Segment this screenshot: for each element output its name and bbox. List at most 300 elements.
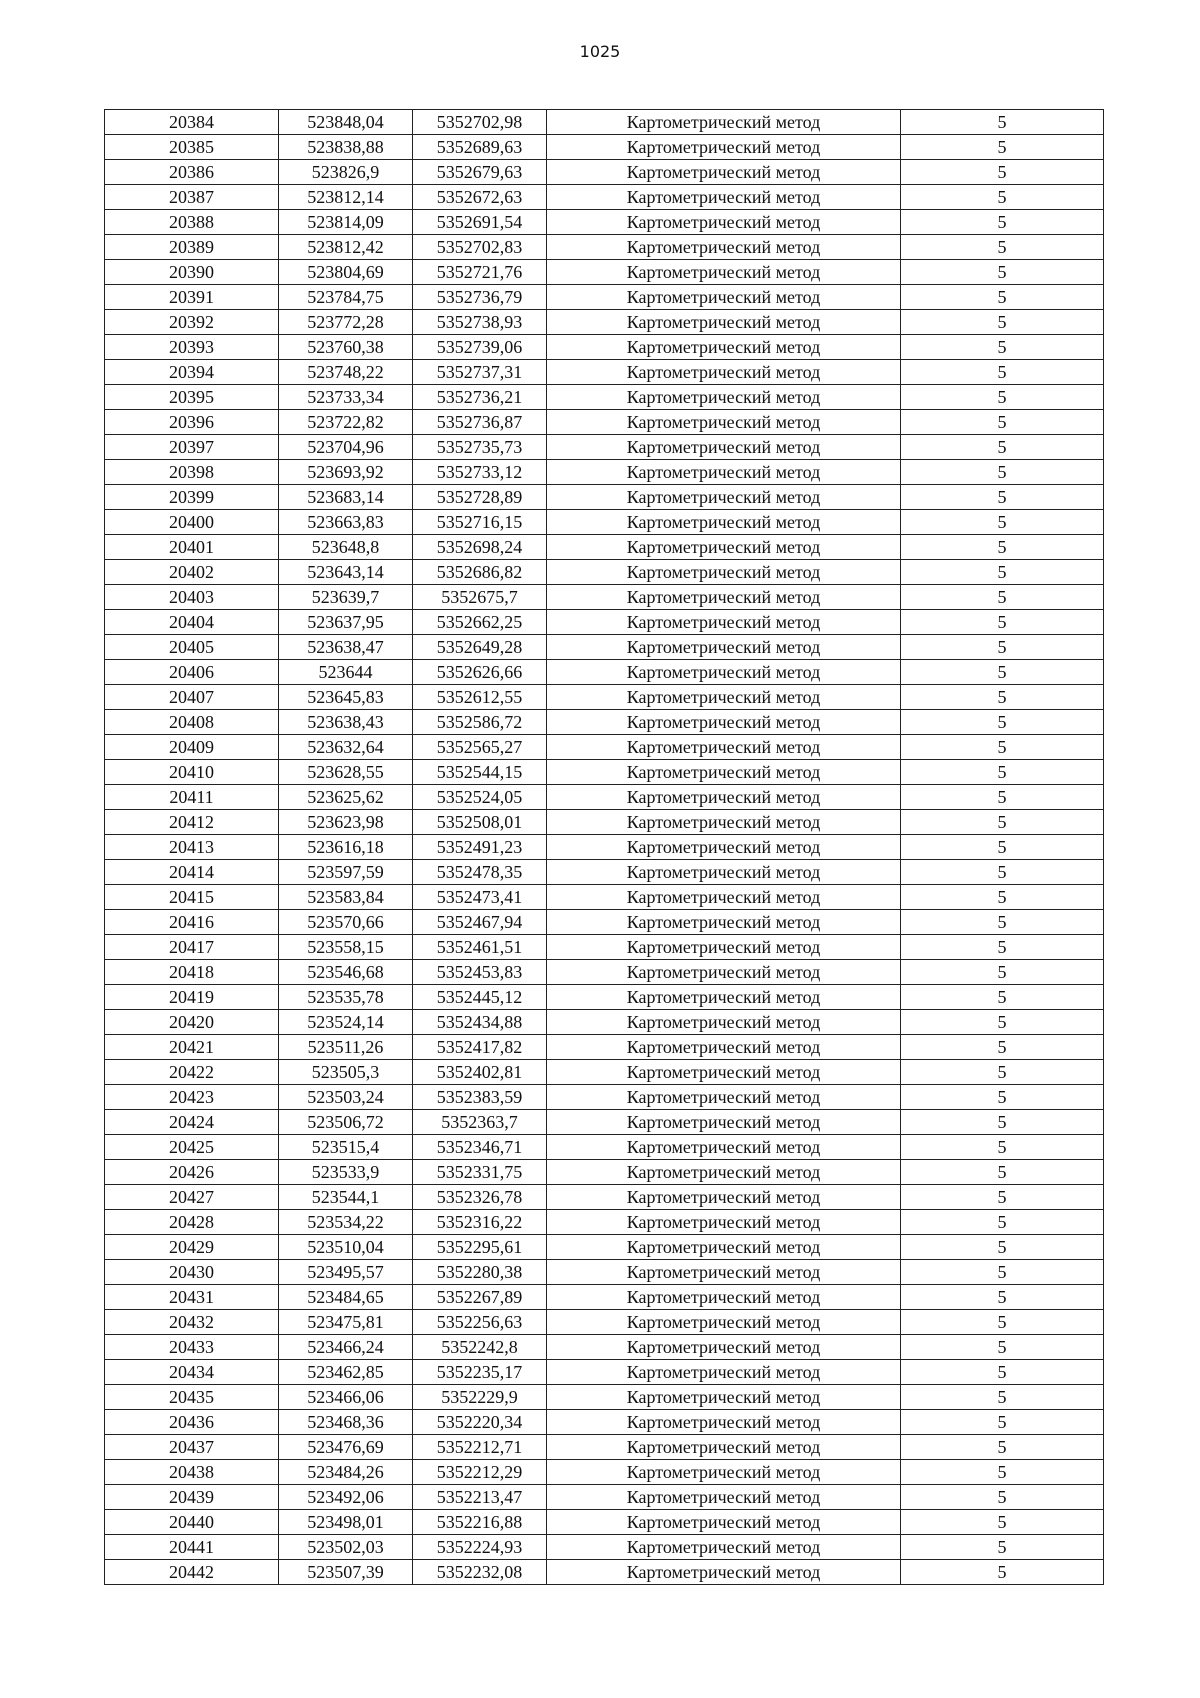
method-cell: Картометрический метод [547, 1160, 901, 1185]
y-coordinate-cell: 5352649,28 [413, 635, 547, 660]
table-row [105, 1460, 1104, 1485]
y-coordinate-cell: 5352229,9 [413, 1385, 547, 1410]
accuracy-cell: 5 [901, 510, 1104, 535]
table-row [105, 1285, 1104, 1310]
accuracy-cell: 5 [901, 935, 1104, 960]
x-coordinate-cell: 523466,24 [279, 1335, 413, 1360]
method-cell: Картометрический метод [547, 435, 901, 460]
accuracy-cell: 5 [901, 1260, 1104, 1285]
point-number-cell: 20442 [105, 1560, 279, 1585]
x-coordinate-cell: 523502,03 [279, 1535, 413, 1560]
y-coordinate-cell: 5352508,01 [413, 810, 547, 835]
point-number-cell: 20392 [105, 310, 279, 335]
y-coordinate-cell: 5352316,22 [413, 1210, 547, 1235]
accuracy-cell: 5 [901, 1085, 1104, 1110]
point-number-cell: 20412 [105, 810, 279, 835]
table-row [105, 510, 1104, 535]
y-coordinate-cell: 5352716,15 [413, 510, 547, 535]
x-coordinate-cell: 523623,98 [279, 810, 413, 835]
table-row [105, 1060, 1104, 1085]
accuracy-cell: 5 [901, 1135, 1104, 1160]
y-coordinate-cell: 5352295,61 [413, 1235, 547, 1260]
method-cell: Картометрический метод [547, 1235, 901, 1260]
method-cell: Картометрический метод [547, 335, 901, 360]
x-coordinate-cell: 523462,85 [279, 1360, 413, 1385]
accuracy-cell: 5 [901, 1360, 1104, 1385]
accuracy-cell: 5 [901, 1560, 1104, 1585]
method-cell: Картометрический метод [547, 360, 901, 385]
y-coordinate-cell: 5352675,7 [413, 585, 547, 610]
y-coordinate-cell: 5352280,38 [413, 1260, 547, 1285]
y-coordinate-cell: 5352586,72 [413, 710, 547, 735]
y-coordinate-cell: 5352612,55 [413, 685, 547, 710]
table-row [105, 860, 1104, 885]
point-number-cell: 20433 [105, 1335, 279, 1360]
method-cell: Картометрический метод [547, 210, 901, 235]
method-cell: Картометрический метод [547, 1110, 901, 1135]
method-cell: Картометрический метод [547, 1460, 901, 1485]
accuracy-cell: 5 [901, 1285, 1104, 1310]
point-number-cell: 20395 [105, 385, 279, 410]
y-coordinate-cell: 5352686,82 [413, 560, 547, 585]
table-row [105, 685, 1104, 710]
method-cell: Картометрический метод [547, 1210, 901, 1235]
y-coordinate-cell: 5352735,73 [413, 435, 547, 460]
method-cell: Картометрический метод [547, 160, 901, 185]
table-row [105, 310, 1104, 335]
x-coordinate-cell: 523812,14 [279, 185, 413, 210]
point-number-cell: 20407 [105, 685, 279, 710]
y-coordinate-cell: 5352417,82 [413, 1035, 547, 1060]
table-row [105, 635, 1104, 660]
table-row [105, 585, 1104, 610]
y-coordinate-cell: 5352383,59 [413, 1085, 547, 1110]
y-coordinate-cell: 5352346,71 [413, 1135, 547, 1160]
point-number-cell: 20419 [105, 985, 279, 1010]
accuracy-cell: 5 [901, 1510, 1104, 1535]
y-coordinate-cell: 5352212,29 [413, 1460, 547, 1485]
method-cell: Картометрический метод [547, 535, 901, 560]
x-coordinate-cell: 523663,83 [279, 510, 413, 535]
y-coordinate-cell: 5352235,17 [413, 1360, 547, 1385]
point-number-cell: 20403 [105, 585, 279, 610]
y-coordinate-cell: 5352689,63 [413, 135, 547, 160]
accuracy-cell: 5 [901, 110, 1104, 135]
x-coordinate-cell: 523533,9 [279, 1160, 413, 1185]
x-coordinate-cell: 523510,04 [279, 1235, 413, 1260]
y-coordinate-cell: 5352256,63 [413, 1310, 547, 1335]
table-row [105, 1235, 1104, 1260]
method-cell: Картометрический метод [547, 610, 901, 635]
table-row [105, 1360, 1104, 1385]
accuracy-cell: 5 [901, 385, 1104, 410]
accuracy-cell: 5 [901, 960, 1104, 985]
accuracy-cell: 5 [901, 860, 1104, 885]
accuracy-cell: 5 [901, 1435, 1104, 1460]
method-cell: Картометрический метод [547, 685, 901, 710]
x-coordinate-cell: 523506,72 [279, 1110, 413, 1135]
point-number-cell: 20435 [105, 1385, 279, 1410]
method-cell: Картометрический метод [547, 1335, 901, 1360]
table-row [105, 885, 1104, 910]
x-coordinate-cell: 523597,59 [279, 860, 413, 885]
x-coordinate-cell: 523760,38 [279, 335, 413, 360]
y-coordinate-cell: 5352702,83 [413, 235, 547, 260]
table-row [105, 1085, 1104, 1110]
y-coordinate-cell: 5352212,71 [413, 1435, 547, 1460]
x-coordinate-cell: 523511,26 [279, 1035, 413, 1060]
table-row [105, 810, 1104, 835]
accuracy-cell: 5 [901, 460, 1104, 485]
x-coordinate-cell: 523515,4 [279, 1135, 413, 1160]
point-number-cell: 20423 [105, 1085, 279, 1110]
y-coordinate-cell: 5352453,83 [413, 960, 547, 985]
table-row [105, 1385, 1104, 1410]
method-cell: Картометрический метод [547, 1410, 901, 1435]
point-number-cell: 20396 [105, 410, 279, 435]
accuracy-cell: 5 [901, 1460, 1104, 1485]
x-coordinate-cell: 523628,55 [279, 760, 413, 785]
point-number-cell: 20432 [105, 1310, 279, 1335]
table-row [105, 360, 1104, 385]
x-coordinate-cell: 523643,14 [279, 560, 413, 585]
x-coordinate-cell: 523616,18 [279, 835, 413, 860]
table-row [105, 535, 1104, 560]
table-row [105, 560, 1104, 585]
method-cell: Картометрический метод [547, 635, 901, 660]
point-number-cell: 20389 [105, 235, 279, 260]
table-row [105, 660, 1104, 685]
method-cell: Картометрический метод [547, 1435, 901, 1460]
accuracy-cell: 5 [901, 1235, 1104, 1260]
x-coordinate-cell: 523544,1 [279, 1185, 413, 1210]
accuracy-cell: 5 [901, 1335, 1104, 1360]
point-number-cell: 20401 [105, 535, 279, 560]
point-number-cell: 20424 [105, 1110, 279, 1135]
table-row [105, 960, 1104, 985]
point-number-cell: 20408 [105, 710, 279, 735]
y-coordinate-cell: 5352473,41 [413, 885, 547, 910]
point-number-cell: 20422 [105, 1060, 279, 1085]
method-cell: Картометрический метод [547, 1060, 901, 1085]
table-row [105, 410, 1104, 435]
accuracy-cell: 5 [901, 885, 1104, 910]
method-cell: Картометрический метод [547, 985, 901, 1010]
method-cell: Картометрический метод [547, 1485, 901, 1510]
x-coordinate-cell: 523632,64 [279, 735, 413, 760]
method-cell: Картометрический метод [547, 560, 901, 585]
y-coordinate-cell: 5352733,12 [413, 460, 547, 485]
y-coordinate-cell: 5352267,89 [413, 1285, 547, 1310]
table-row [105, 1035, 1104, 1060]
point-number-cell: 20411 [105, 785, 279, 810]
method-cell: Картометрический метод [547, 735, 901, 760]
method-cell: Картометрический метод [547, 135, 901, 160]
accuracy-cell: 5 [901, 835, 1104, 860]
table-row [105, 910, 1104, 935]
table-row [105, 485, 1104, 510]
accuracy-cell: 5 [901, 1410, 1104, 1435]
method-cell: Картометрический метод [547, 1510, 901, 1535]
x-coordinate-cell: 523524,14 [279, 1010, 413, 1035]
method-cell: Картометрический метод [547, 1285, 901, 1310]
method-cell: Картометрический метод [547, 1010, 901, 1035]
y-coordinate-cell: 5352467,94 [413, 910, 547, 935]
table-row [105, 210, 1104, 235]
x-coordinate-cell: 523476,69 [279, 1435, 413, 1460]
y-coordinate-cell: 5352738,93 [413, 310, 547, 335]
method-cell: Картометрический метод [547, 1085, 901, 1110]
method-cell: Картометрический метод [547, 760, 901, 785]
y-coordinate-cell: 5352544,15 [413, 760, 547, 785]
y-coordinate-cell: 5352461,51 [413, 935, 547, 960]
method-cell: Картометрический метод [547, 110, 901, 135]
accuracy-cell: 5 [901, 785, 1104, 810]
accuracy-cell: 5 [901, 335, 1104, 360]
page-number: 1025 [579, 42, 621, 61]
point-number-cell: 20391 [105, 285, 279, 310]
y-coordinate-cell: 5352662,25 [413, 610, 547, 635]
x-coordinate-cell: 523639,7 [279, 585, 413, 610]
point-number-cell: 20414 [105, 860, 279, 885]
point-number-cell: 20428 [105, 1210, 279, 1235]
table-row [105, 460, 1104, 485]
y-coordinate-cell: 5352491,23 [413, 835, 547, 860]
x-coordinate-cell: 523570,66 [279, 910, 413, 935]
method-cell: Картометрический метод [547, 1260, 901, 1285]
x-coordinate-cell: 523784,75 [279, 285, 413, 310]
method-cell: Картометрический метод [547, 660, 901, 685]
method-cell: Картометрический метод [547, 260, 901, 285]
accuracy-cell: 5 [901, 235, 1104, 260]
x-coordinate-cell: 523583,84 [279, 885, 413, 910]
x-coordinate-cell: 523838,88 [279, 135, 413, 160]
point-number-cell: 20416 [105, 910, 279, 935]
y-coordinate-cell: 5352220,34 [413, 1410, 547, 1435]
x-coordinate-cell: 523722,82 [279, 410, 413, 435]
x-coordinate-cell: 523648,8 [279, 535, 413, 560]
table-row [105, 1535, 1104, 1560]
table-row [105, 835, 1104, 860]
table-row [105, 735, 1104, 760]
method-cell: Картометрический метод [547, 710, 901, 735]
x-coordinate-cell: 523638,43 [279, 710, 413, 735]
accuracy-cell: 5 [901, 735, 1104, 760]
table-row [105, 1435, 1104, 1460]
table-row [105, 335, 1104, 360]
y-coordinate-cell: 5352702,98 [413, 110, 547, 135]
x-coordinate-cell: 523826,9 [279, 160, 413, 185]
x-coordinate-cell: 523638,47 [279, 635, 413, 660]
accuracy-cell: 5 [901, 1210, 1104, 1235]
y-coordinate-cell: 5352721,76 [413, 260, 547, 285]
method-cell: Картометрический метод [547, 410, 901, 435]
accuracy-cell: 5 [901, 1385, 1104, 1410]
x-coordinate-cell: 523546,68 [279, 960, 413, 985]
point-number-cell: 20402 [105, 560, 279, 585]
y-coordinate-cell: 5352213,47 [413, 1485, 547, 1510]
y-coordinate-cell: 5352331,75 [413, 1160, 547, 1185]
table-row [105, 1160, 1104, 1185]
x-coordinate-cell: 523812,42 [279, 235, 413, 260]
table-row [105, 1410, 1104, 1435]
y-coordinate-cell: 5352224,93 [413, 1535, 547, 1560]
accuracy-cell: 5 [901, 1185, 1104, 1210]
x-coordinate-cell: 523693,92 [279, 460, 413, 485]
method-cell: Картометрический метод [547, 810, 901, 835]
point-number-cell: 20441 [105, 1535, 279, 1560]
point-number-cell: 20388 [105, 210, 279, 235]
x-coordinate-cell: 523475,81 [279, 1310, 413, 1335]
point-number-cell: 20409 [105, 735, 279, 760]
table-row [105, 1485, 1104, 1510]
point-number-cell: 20437 [105, 1435, 279, 1460]
table-row [105, 1135, 1104, 1160]
point-number-cell: 20413 [105, 835, 279, 860]
accuracy-cell: 5 [901, 710, 1104, 735]
accuracy-cell: 5 [901, 535, 1104, 560]
method-cell: Картометрический метод [547, 860, 901, 885]
x-coordinate-cell: 523644 [279, 660, 413, 685]
table-row [105, 435, 1104, 460]
y-coordinate-cell: 5352478,35 [413, 860, 547, 885]
table-row [105, 1210, 1104, 1235]
y-coordinate-cell: 5352679,63 [413, 160, 547, 185]
x-coordinate-cell: 523558,15 [279, 935, 413, 960]
table-row [105, 1510, 1104, 1535]
accuracy-cell: 5 [901, 1535, 1104, 1560]
x-coordinate-cell: 523484,26 [279, 1460, 413, 1485]
table-row [105, 785, 1104, 810]
method-cell: Картометрический метод [547, 1360, 901, 1385]
point-number-cell: 20438 [105, 1460, 279, 1485]
table-row [105, 985, 1104, 1010]
accuracy-cell: 5 [901, 1060, 1104, 1085]
accuracy-cell: 5 [901, 210, 1104, 235]
point-number-cell: 20384 [105, 110, 279, 135]
point-number-cell: 20417 [105, 935, 279, 960]
table-row [105, 710, 1104, 735]
y-coordinate-cell: 5352739,06 [413, 335, 547, 360]
point-number-cell: 20418 [105, 960, 279, 985]
point-number-cell: 20390 [105, 260, 279, 285]
point-number-cell: 20431 [105, 1285, 279, 1310]
x-coordinate-cell: 523492,06 [279, 1485, 413, 1510]
coordinates-table [104, 109, 1104, 1585]
point-number-cell: 20415 [105, 885, 279, 910]
x-coordinate-cell: 523733,34 [279, 385, 413, 410]
accuracy-cell: 5 [901, 685, 1104, 710]
point-number-cell: 20393 [105, 335, 279, 360]
accuracy-cell: 5 [901, 610, 1104, 635]
accuracy-cell: 5 [901, 260, 1104, 285]
point-number-cell: 20399 [105, 485, 279, 510]
x-coordinate-cell: 523748,22 [279, 360, 413, 385]
y-coordinate-cell: 5352565,27 [413, 735, 547, 760]
y-coordinate-cell: 5352626,66 [413, 660, 547, 685]
method-cell: Картометрический метод [547, 1560, 901, 1585]
method-cell: Картометрический метод [547, 460, 901, 485]
accuracy-cell: 5 [901, 1110, 1104, 1135]
point-number-cell: 20398 [105, 460, 279, 485]
accuracy-cell: 5 [901, 985, 1104, 1010]
y-coordinate-cell: 5352736,87 [413, 410, 547, 435]
x-coordinate-cell: 523468,36 [279, 1410, 413, 1435]
x-coordinate-cell: 523637,95 [279, 610, 413, 635]
accuracy-cell: 5 [901, 410, 1104, 435]
x-coordinate-cell: 523505,3 [279, 1060, 413, 1085]
method-cell: Картометрический метод [547, 510, 901, 535]
accuracy-cell: 5 [901, 660, 1104, 685]
method-cell: Картометрический метод [547, 185, 901, 210]
y-coordinate-cell: 5352728,89 [413, 485, 547, 510]
y-coordinate-cell: 5352242,8 [413, 1335, 547, 1360]
accuracy-cell: 5 [901, 1310, 1104, 1335]
x-coordinate-cell: 523704,96 [279, 435, 413, 460]
x-coordinate-cell: 523498,01 [279, 1510, 413, 1535]
point-number-cell: 20434 [105, 1360, 279, 1385]
accuracy-cell: 5 [901, 1035, 1104, 1060]
point-number-cell: 20405 [105, 635, 279, 660]
point-number-cell: 20439 [105, 1485, 279, 1510]
point-number-cell: 20410 [105, 760, 279, 785]
x-coordinate-cell: 523772,28 [279, 310, 413, 335]
method-cell: Картометрический метод [547, 385, 901, 410]
accuracy-cell: 5 [901, 485, 1104, 510]
y-coordinate-cell: 5352434,88 [413, 1010, 547, 1035]
table-row [105, 110, 1104, 135]
point-number-cell: 20421 [105, 1035, 279, 1060]
method-cell: Картометрический метод [547, 1035, 901, 1060]
x-coordinate-cell: 523507,39 [279, 1560, 413, 1585]
method-cell: Картометрический метод [547, 935, 901, 960]
accuracy-cell: 5 [901, 760, 1104, 785]
x-coordinate-cell: 523683,14 [279, 485, 413, 510]
accuracy-cell: 5 [901, 160, 1104, 185]
point-number-cell: 20420 [105, 1010, 279, 1035]
table-row [105, 235, 1104, 260]
accuracy-cell: 5 [901, 560, 1104, 585]
accuracy-cell: 5 [901, 585, 1104, 610]
point-number-cell: 20386 [105, 160, 279, 185]
x-coordinate-cell: 523804,69 [279, 260, 413, 285]
table-row [105, 610, 1104, 635]
table-row [105, 1185, 1104, 1210]
point-number-cell: 20427 [105, 1185, 279, 1210]
method-cell: Картометрический метод [547, 485, 901, 510]
method-cell: Картометрический метод [547, 960, 901, 985]
x-coordinate-cell: 523484,65 [279, 1285, 413, 1310]
method-cell: Картометрический метод [547, 585, 901, 610]
point-number-cell: 20429 [105, 1235, 279, 1260]
x-coordinate-cell: 523814,09 [279, 210, 413, 235]
table-row [105, 285, 1104, 310]
method-cell: Картометрический метод [547, 785, 901, 810]
y-coordinate-cell: 5352216,88 [413, 1510, 547, 1535]
y-coordinate-cell: 5352402,81 [413, 1060, 547, 1085]
table-row [105, 160, 1104, 185]
y-coordinate-cell: 5352445,12 [413, 985, 547, 1010]
point-number-cell: 20440 [105, 1510, 279, 1535]
x-coordinate-cell: 523534,22 [279, 1210, 413, 1235]
table-row [105, 185, 1104, 210]
accuracy-cell: 5 [901, 310, 1104, 335]
accuracy-cell: 5 [901, 360, 1104, 385]
method-cell: Картометрический метод [547, 910, 901, 935]
table-row [105, 1110, 1104, 1135]
y-coordinate-cell: 5352524,05 [413, 785, 547, 810]
y-coordinate-cell: 5352736,21 [413, 385, 547, 410]
